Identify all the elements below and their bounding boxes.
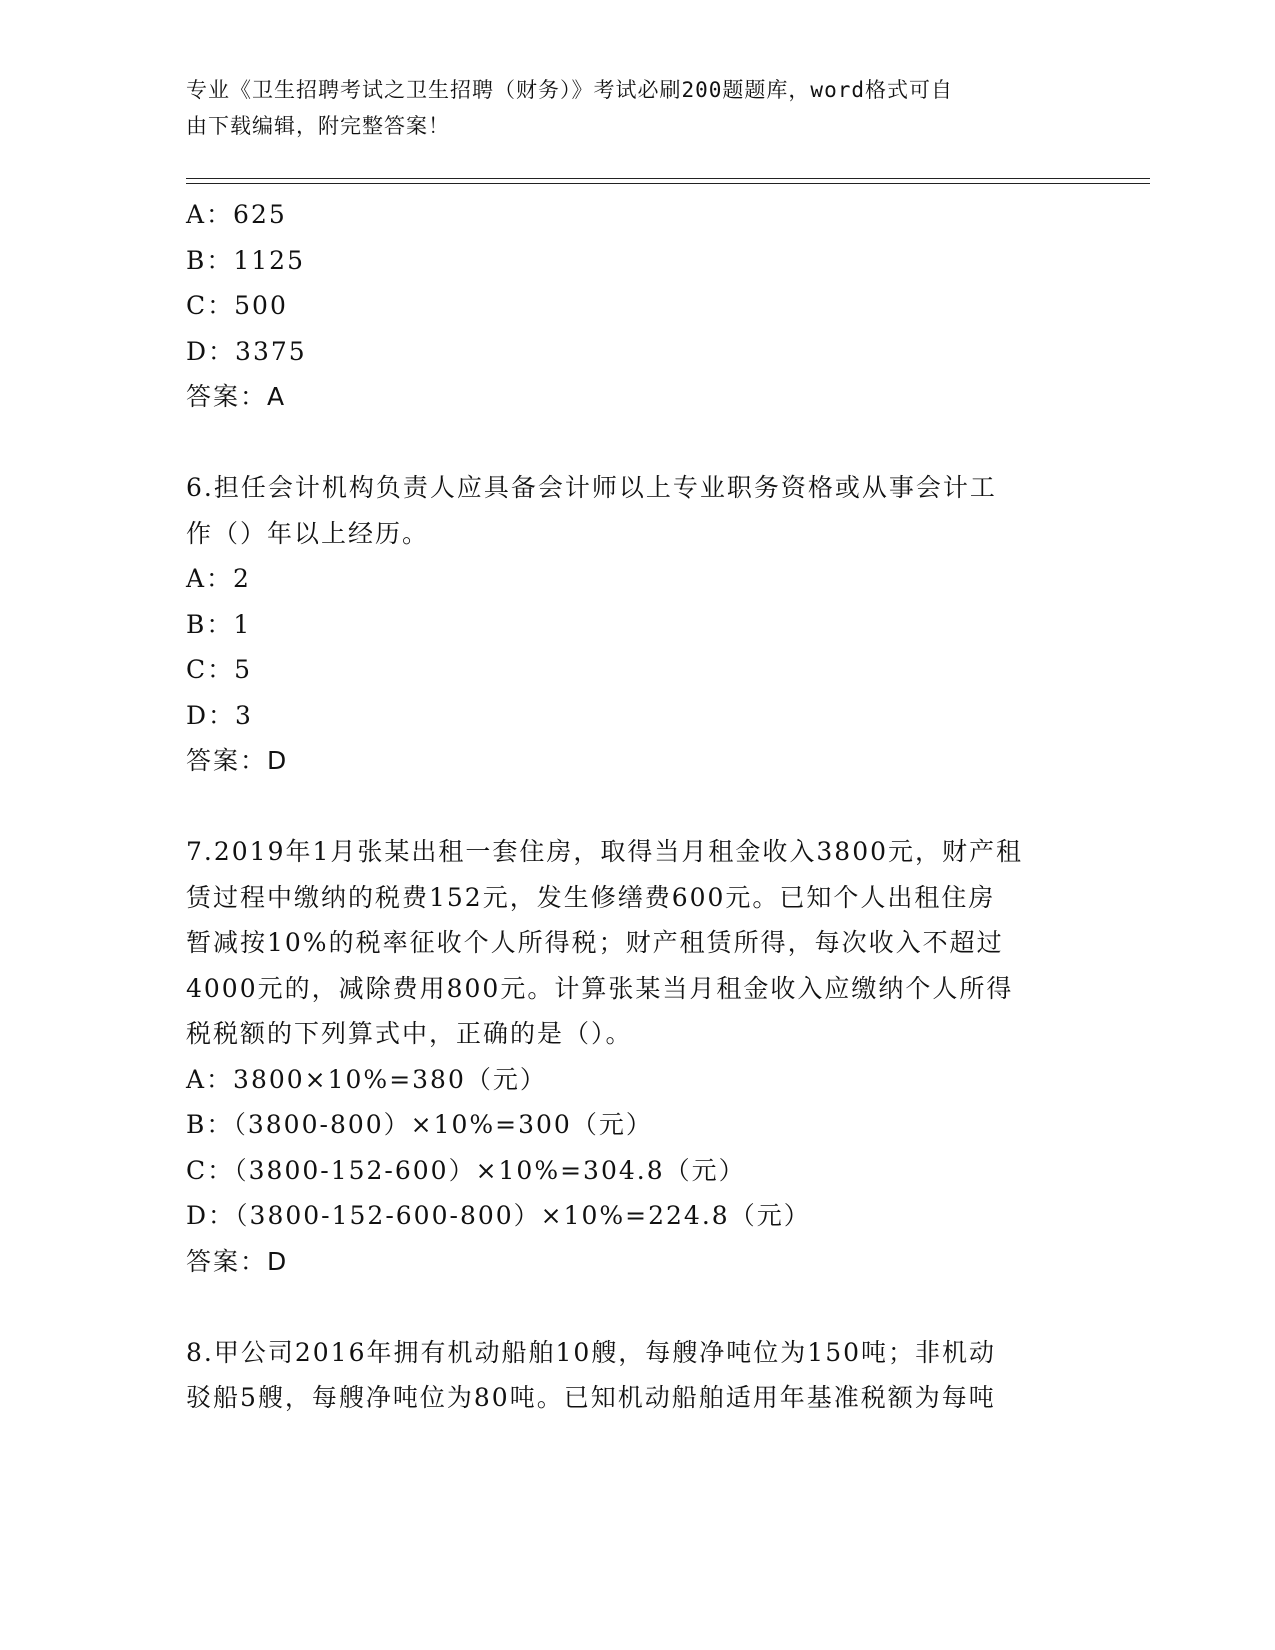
header-line-2: 由下载编辑，附完整答案！ bbox=[186, 114, 450, 138]
question-text-line: 作（）年以上经历。 bbox=[186, 518, 430, 548]
header-divider-bottom bbox=[186, 183, 1150, 184]
option-b: B：1125 bbox=[186, 245, 305, 275]
option-c: C：（3800-152-600）×10%=304.8（元） bbox=[186, 1155, 746, 1185]
option-a: A：3800×10%=380（元） bbox=[186, 1064, 547, 1094]
question-text-line: 赁过程中缴纳的税费152元，发生修缮费600元。已知个人出租住房 bbox=[186, 882, 996, 912]
option-d: D：3375 bbox=[186, 336, 307, 366]
document-header bbox=[186, 72, 1066, 144]
question-text-line: 6.担任会计机构负责人应具备会计师以上专业职务资格或从事会计工 bbox=[186, 473, 997, 502]
document-body bbox=[186, 192, 1086, 1421]
spacer bbox=[186, 1284, 1086, 1330]
question-8 bbox=[186, 1330, 1086, 1421]
question-text-line: 4000元的，减除费用800元。计算张某当月租金收入应缴纳个人所得 bbox=[186, 973, 1014, 1003]
question-text-line: 8.甲公司2016年拥有机动船舶10艘，每艘净吨位为150吨；非机动 bbox=[186, 1337, 997, 1367]
answer: 答案：D bbox=[186, 746, 289, 775]
option-a: A：2 bbox=[186, 564, 251, 593]
spacer bbox=[186, 420, 1086, 466]
question-5 bbox=[186, 192, 1086, 420]
option-b: B：1 bbox=[186, 609, 252, 639]
answer: 答案：A bbox=[186, 382, 287, 411]
question-6 bbox=[186, 465, 1086, 784]
option-c: C：5 bbox=[186, 655, 253, 684]
question-text-line: 7.2019年1月张某出租一套住房，取得当月租金收入3800元，财产租 bbox=[186, 837, 1024, 866]
header-line-1: 专业《卫生招聘考试之卫生招聘（财务）》考试必刷200题题库，word格式可自 bbox=[186, 78, 953, 102]
question-7 bbox=[186, 829, 1086, 1284]
option-a: A：625 bbox=[186, 200, 287, 229]
question-text-line: 驳船5艘，每艘净吨位为80吨。已知机动船舶适用年基准税额为每吨 bbox=[186, 1383, 996, 1412]
option-c: C：500 bbox=[186, 291, 288, 320]
question-text-line: 暂减按10%的税率征收个人所得税；财产租赁所得，每次收入不超过 bbox=[186, 928, 1004, 957]
option-d: D：（3800-152-600-800）×10%=224.8（元） bbox=[186, 1201, 811, 1230]
question-text-line: 税税额的下列算式中，正确的是（）。 bbox=[186, 1019, 633, 1048]
spacer bbox=[186, 784, 1086, 830]
option-d: D：3 bbox=[186, 700, 253, 730]
header-divider-top bbox=[186, 178, 1150, 179]
answer: 答案：D bbox=[186, 1246, 289, 1276]
option-b: B：（3800-800）×10%=300（元） bbox=[186, 1110, 653, 1139]
